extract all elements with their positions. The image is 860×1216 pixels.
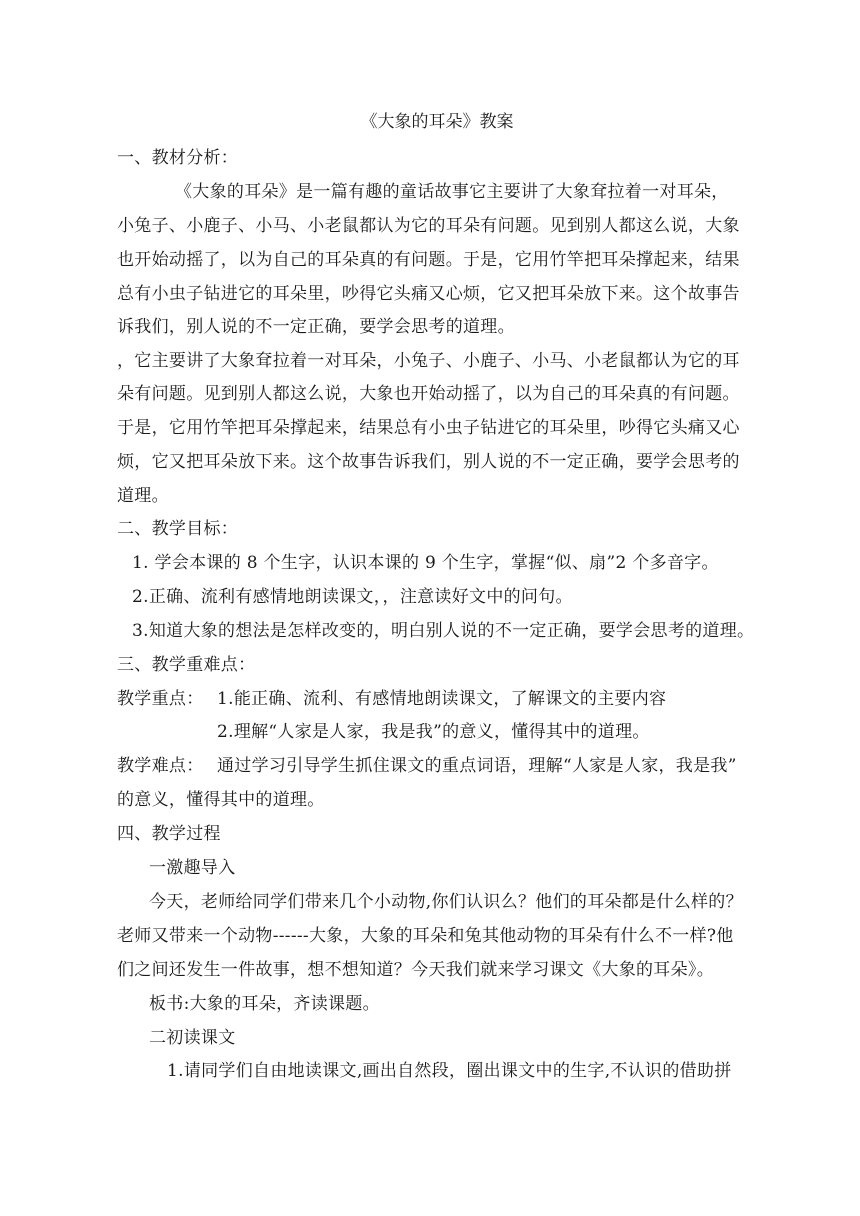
paragraph-line: 诉我们，别人说的不一定正确，要学会思考的道理。 bbox=[117, 317, 515, 337]
paragraph-line: 也开始动摇了，以为自己的耳朵真的有问题。于是，它用竹竿把耳朵撑起来，结果 bbox=[117, 250, 740, 270]
board-note: 板书:大象的耳朵，齐读课题。 bbox=[149, 994, 380, 1014]
paragraph-line: 老师又带来一个动物------大象，大象的耳朵和兔其他动物的耳朵有什么不一样?他 bbox=[117, 926, 734, 946]
goal-item: 3.知道大象的想法是怎样改变的，明白别人说的不一定正确，要学会思考的道理。 bbox=[132, 621, 755, 641]
step-heading: 二初读课文 bbox=[149, 1028, 236, 1048]
document-title: 《大象的耳朵》教案 bbox=[360, 112, 514, 132]
section-heading-analysis: 一、教材分析： bbox=[117, 148, 239, 168]
difficulty-point: 的意义，懂得其中的道理。 bbox=[117, 790, 325, 810]
paragraph-line: 朵有问题。见到别人都这么说，大象也开始动摇了，以为自己的耳朵真的有问题。 bbox=[117, 384, 740, 404]
paragraph-line: 小兔子、小鹿子、小马、小老鼠都认为它的耳朵有问题。见到别人都这么说，大象 bbox=[117, 216, 740, 236]
section-heading-keypoints: 三、教学重难点： bbox=[117, 655, 256, 675]
key-point: 2.理解“人家是人家，我是我”的意义，懂得其中的道理。 bbox=[217, 722, 650, 742]
paragraph-line: 总有小虫子钻进它的耳朵里，吵得它头痛又心烦，它又把耳朵放下来。这个故事告 bbox=[117, 284, 740, 304]
step-heading: 一激趣导入 bbox=[149, 858, 236, 878]
paragraph-line: 1.请同学们自由地读课文,画出自然段，圈出课文中的生字,不认识的借助拼 bbox=[167, 1061, 732, 1081]
difficulty-point: 通过学习引导学生抓住课文的重点词语，理解“人家是人家，我是我” bbox=[217, 756, 737, 776]
section-heading-process: 四、教学过程 bbox=[117, 824, 221, 844]
key-point: 1.能正确、流利、有感情地朗读课文，了解课文的主要内容 bbox=[217, 689, 667, 709]
goal-item: 2.正确、流利有感情地朗读课文，，注意读好文中的问句。 bbox=[132, 587, 573, 607]
paragraph-line: 今天，老师给同学们带来几个小动物,你们认识么？他们的耳朵都是什么样的？ bbox=[149, 892, 743, 912]
difficulty-label: 教学难点： bbox=[117, 756, 204, 776]
goal-item: 1. 学会本课的 8 个生字，认识本课的 9 个生字，掌握“似、扇”2 个多音字。 bbox=[132, 553, 719, 573]
paragraph-line: 们之间还发生一件故事，想不想知道？今天我们就来学习课文《大象的耳朵》。 bbox=[117, 960, 714, 980]
paragraph-line: 于是，它用竹竿把耳朵撑起来，结果总有小虫子钻进它的耳朵里，吵得它头痛又心 bbox=[117, 418, 740, 438]
paragraph-line: ，它主要讲了大象耷拉着一对耳朵，小兔子、小鹿子、小马、小老鼠都认为它的耳 bbox=[117, 351, 740, 371]
paragraph-line: 《大象的耳朵》是一篇有趣的童话故事它主要讲了大象耷拉着一对耳朵， bbox=[175, 182, 729, 202]
paragraph-line: 烦，它又把耳朵放下来。这个故事告诉我们，别人说的不一定正确，要学会思考的 bbox=[117, 452, 740, 472]
key-label: 教学重点： bbox=[117, 689, 204, 709]
paragraph-line: 道理。 bbox=[117, 486, 169, 506]
section-heading-goals: 二、教学目标： bbox=[117, 519, 239, 539]
